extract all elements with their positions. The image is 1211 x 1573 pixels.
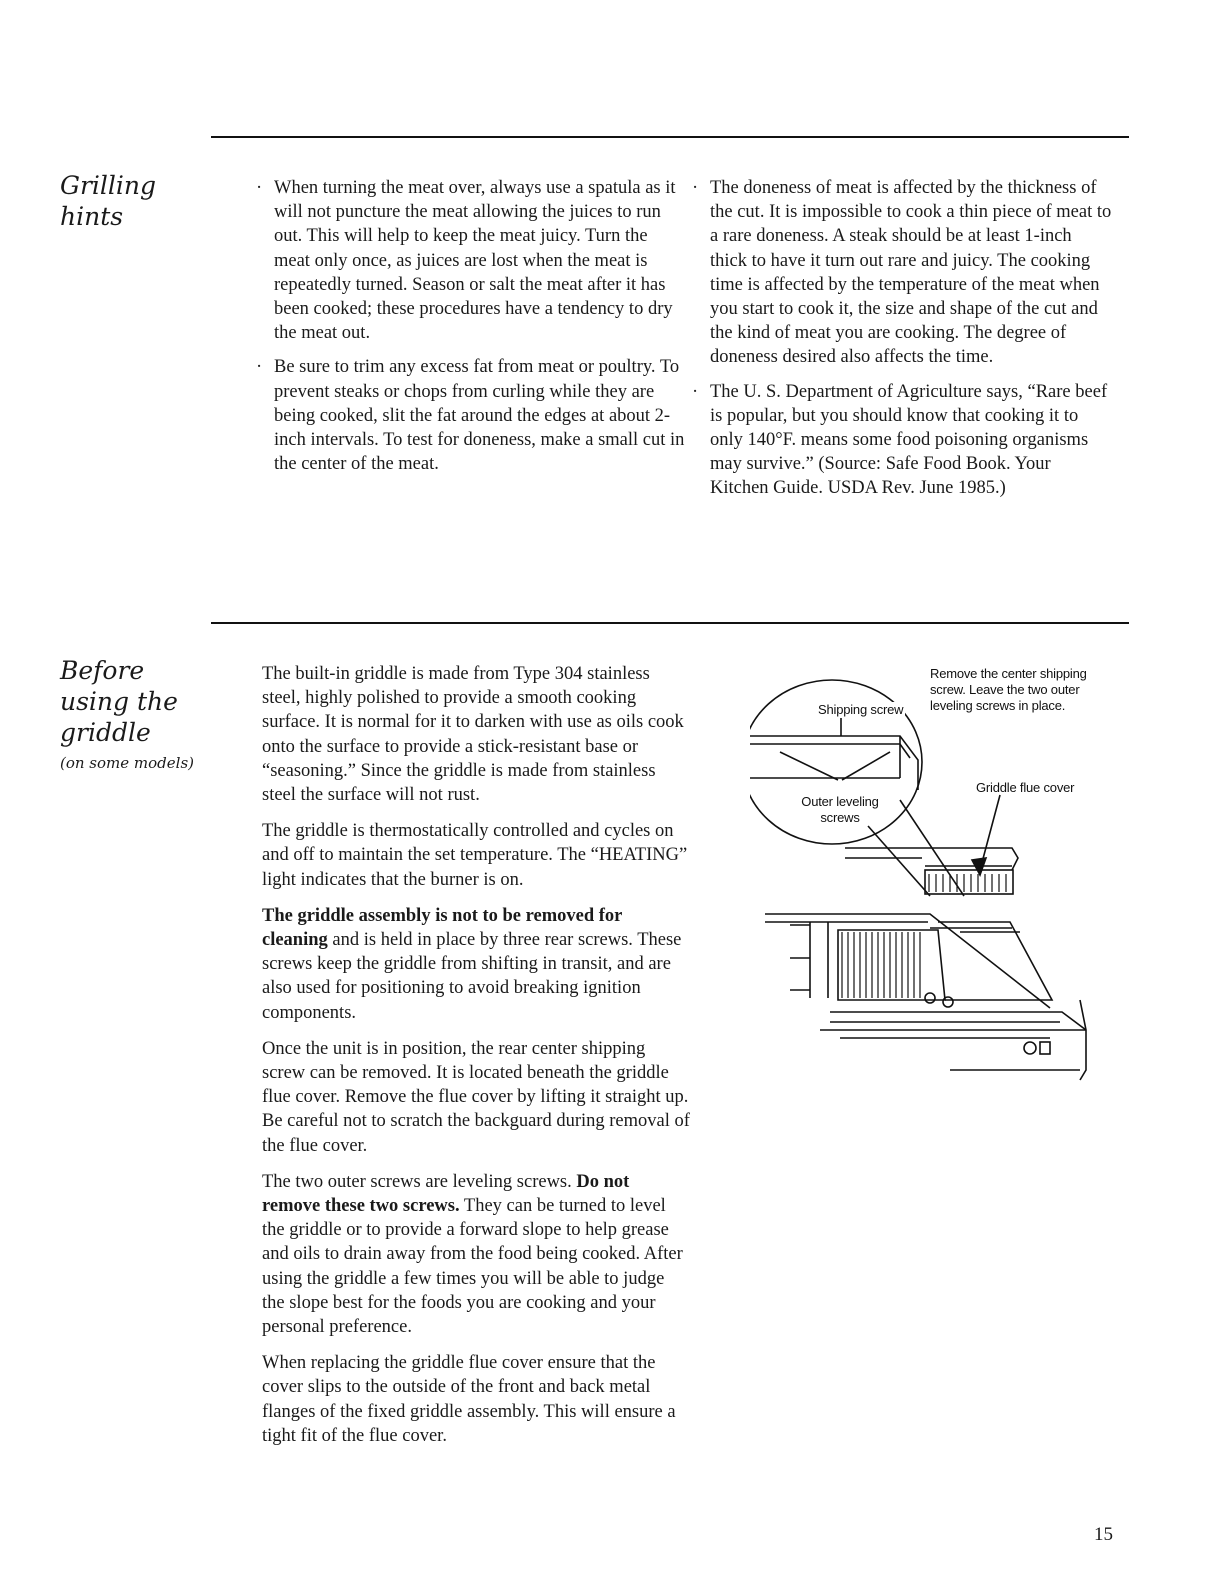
grilling-left-column: [256, 176, 686, 486]
outer-leveling-label: [792, 794, 888, 826]
grilling-bullet-text: The U. S. Department of Agriculture says, “Rare beef is popular, but you should know that cooking it to only 140°F. means some food poisoning organisms may survive.” (Source: Safe Food Book. Your Kitchen Guide. USDA Rev. June 1985.): [710, 381, 1108, 499]
griddle-heading-line3: griddle: [60, 718, 151, 747]
griddle-paragraph: When replacing the griddle flue cover ensure that the cover slips to the outside of the front and back metal flanges of the fixed griddle assembly. This will ensure a tight fit of the flue cover.: [262, 1353, 676, 1446]
griddle-heading-line1: Before: [60, 656, 145, 685]
grilling-hints-heading-line1: Grilling: [60, 171, 157, 200]
griddle-leveling-bold: Do not remove these two screws.: [262, 1171, 630, 1217]
figure-note: Remove the center shipping screw. Leave the two outer leveling screws in place.: [930, 666, 1087, 713]
grilling-right-column: [692, 176, 1112, 511]
outer-leveling-line1: Outer leveling: [801, 794, 879, 809]
griddle-flue-cover-label: Griddle flue cover: [976, 780, 1075, 795]
grilling-bullet-usda: · The U. S. Department of Agriculture says, “Rare beef is popular, but you should know that cooking it to only 140°F. means some food poisoning organisms may survive.” (Source: Safe Food Book. Your Kitchen Guide. USDA Rev. June 1985.): [692, 381, 1108, 499]
grilling-hints-heading: [60, 170, 156, 232]
griddle-heading: [60, 655, 194, 772]
section-divider-rule: [211, 622, 1129, 624]
griddle-diagram: [750, 660, 1120, 1100]
grilling-bullet-trim-fat: · Be sure to trim any excess fat from meat or poultry. To prevent steaks or chops from curling while they are being cooked, slit the fat around the edges at about 2-inch intervals. To test for doneness, make a small cut in the center of the meat.: [256, 357, 685, 475]
grilling-hints-heading-line2: hints: [60, 202, 124, 231]
griddle-heading-subtitle: (on some models): [60, 754, 194, 772]
page-number: 15: [1094, 1524, 1113, 1545]
grilling-bullet-turning: · When turning the meat over, always use a spatula as it will not puncture the meat allowing the juices to run out. This will help to keep the meat juicy. Turn the meat only once, as juices are lost when the meat is repeatedly turned. Season or salt the meat after it has been cooked; these procedures have a tendency to dry the meat out.: [256, 178, 676, 344]
griddle-leveling-start: The two outer screws are leveling screws.: [262, 1171, 577, 1192]
grilling-bullet-text: When turning the meat over, always use a spatula as it will not puncture the meat allowing the juices to run out. This will help to keep the meat juicy. Turn the meat only once, as juices are lost when the meat is repeatedly turned. Season or salt the meat after it has been cooked; these procedures have a tendency to dry the meat out.: [274, 178, 676, 344]
grilling-bullet-text: The doneness of meat is affected by the thickness of the cut. It is impossible to cook a thin piece of meat to a rare doneness. A steak should be at least 1-inch thick to have it turn out rare and juicy. The cooking time is affected by the temperature of the meat when you start to cook it, the size and shape of the cut and the kind of meat you are cooking. The degree of doneness desired also affects the time.: [710, 178, 1112, 368]
grilling-bullet-doneness: · The doneness of meat is affected by the thickness of the cut. It is impossible to cook a thin piece of meat to a rare doneness. A steak should be at least 1-inch thick to have it turn out rare and juicy. The cooking time is affected by the temperature of the meat when you start to cook it, the size and shape of the cut and the kind of meat you are cooking. The degree of doneness desired also affects the time.: [692, 178, 1112, 368]
grilling-bullet-text: Be sure to trim any excess fat from meat or poultry. To prevent steaks or chops from curling while they are being cooked, slit the fat around the edges at about 2-inch intervals. To test for doneness, make a small cut in the center of the meat.: [274, 357, 685, 475]
griddle-warning-bold: The griddle assembly is not to be removed for cleaning: [262, 905, 623, 951]
griddle-leveling-rest: They can be turned to level the griddle or to provide a forward slope to help grease and oils to drain away from the food being cooked. After using the griddle a few times you will be able to judge the slope best for the foods you are cooking and your personal preference.: [262, 1196, 683, 1338]
griddle-paragraph-warning: [262, 904, 690, 1025]
outer-leveling-line2: screws: [820, 810, 860, 825]
griddle-paragraph: The griddle is thermostatically controlled and cycles on and off to maintain the set temperature. The “HEATING” light indicates that the burner is on.: [262, 821, 688, 890]
griddle-text-column: [262, 662, 690, 1460]
griddle-paragraph-leveling: [262, 1170, 690, 1339]
griddle-heading-line2: using the: [60, 687, 178, 716]
griddle-paragraph: The built-in griddle is made from Type 304 stainless steel, highly polished to provide a smooth cooking surface. It is normal for it to darken with use as oils cook onto the surface to provide a stick-resistant base or “seasoning.” Since the griddle is made from stainless steel the surface will not rust.: [262, 664, 684, 806]
griddle-warning-rest: and is held in place by three rear screws. These screws keep the griddle from shifting in transit, and are also used for positioning to avoid breaking ignition components.: [262, 930, 682, 1023]
griddle-illustration: [750, 660, 1120, 1100]
shipping-screw-label: Shipping screw: [818, 702, 904, 717]
griddle-paragraph: Once the unit is in position, the rear center shipping screw can be removed. It is located beneath the griddle flue cover. Remove the flue cover by lifting it straight up. Be careful not to scratch the backguard during removal of the flue cover.: [262, 1038, 690, 1156]
top-rule: [211, 136, 1129, 138]
